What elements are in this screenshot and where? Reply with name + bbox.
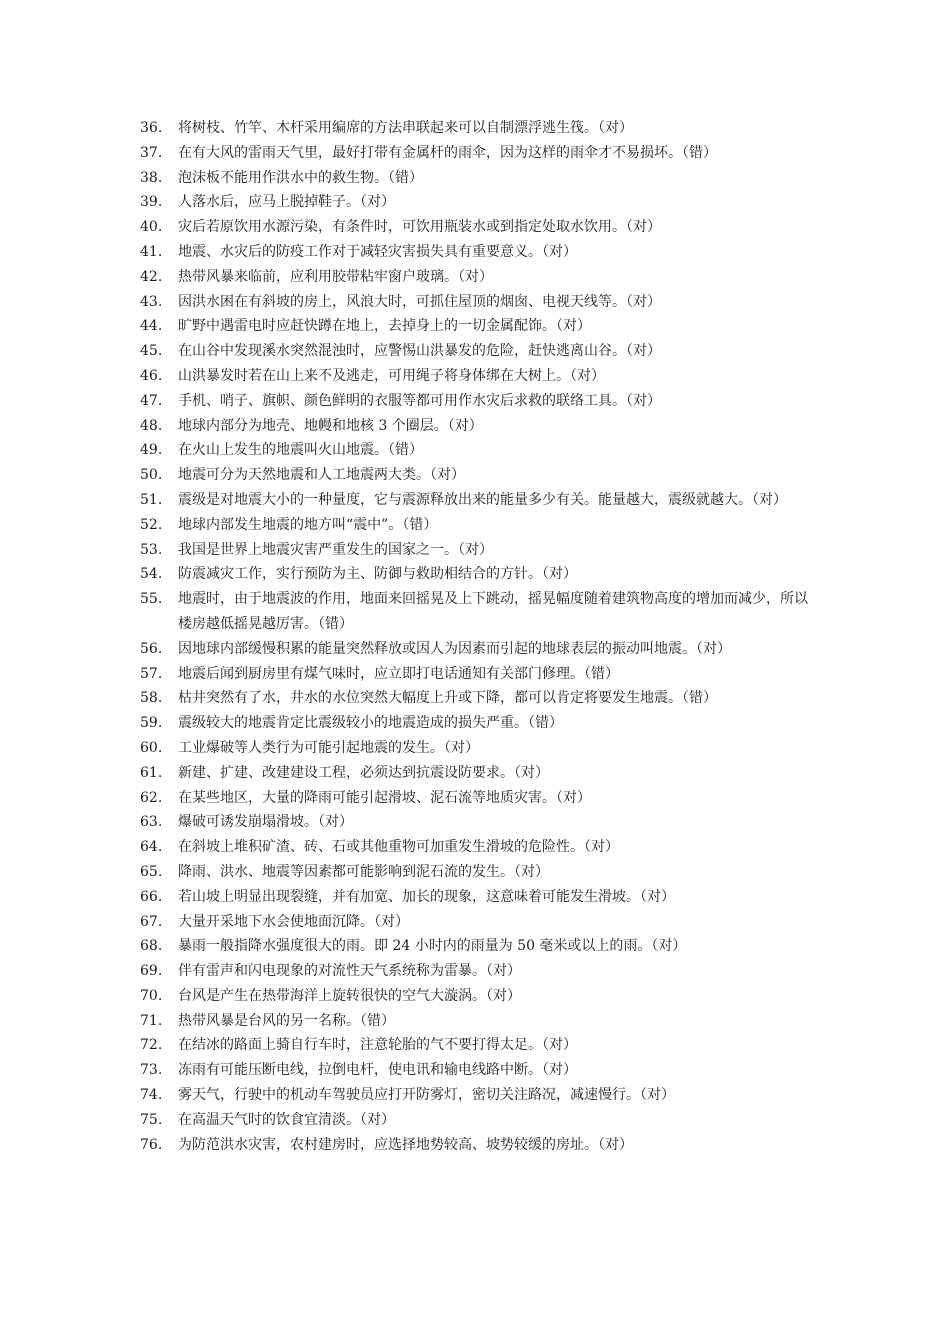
question-item	[140, 265, 820, 290]
question-text: 新建、扩建、改建建设工程，必须达到抗震设防要求。（对）	[178, 764, 549, 781]
question-item	[140, 885, 820, 910]
question-item	[140, 538, 820, 563]
question-number: 62.	[140, 789, 163, 806]
question-item	[140, 290, 820, 315]
question-number: 76.	[140, 1136, 163, 1153]
question-item	[140, 736, 820, 761]
question-text: 雾天气，行驶中的机动车驾驶员应打开防雾灯，密切关注路况，减速慢行。（对）	[178, 1087, 675, 1104]
question-item	[140, 1083, 820, 1108]
question-text: 降雨、洪水、地震等因素都可能影响到泥石流的发生。（对）	[178, 863, 549, 880]
question-number: 44.	[140, 318, 163, 335]
question-number: 64.	[140, 839, 163, 856]
question-text: 震级较大的地震肯定比震级较小的地震造成的损失严重。（错）	[178, 715, 563, 732]
question-number: 39.	[140, 194, 163, 211]
question-text: 在有大风的雷雨天气里，最好打带有金属杆的雨伞，因为这样的雨伞才不易损坏。（错）	[178, 144, 717, 161]
question-item	[140, 711, 820, 736]
question-item	[140, 513, 820, 538]
question-item	[140, 1009, 820, 1034]
question-number: 54.	[140, 566, 163, 583]
question-number: 65.	[140, 863, 163, 880]
question-item	[140, 1133, 820, 1158]
question-number: 75.	[140, 1111, 163, 1128]
question-item	[140, 910, 820, 935]
question-item	[140, 786, 820, 811]
true-false-question-list	[140, 116, 820, 1157]
question-number: 71.	[140, 1012, 163, 1029]
question-number: 60.	[140, 739, 163, 756]
question-item	[140, 984, 820, 1009]
question-text: 地震后闻到厨房里有煤气味时，应立即打电话通知有关部门修理。（错）	[178, 665, 619, 682]
question-item	[140, 314, 820, 339]
question-text: 山洪暴发时若在山上来不及逃走，可用绳子将身体绑在大树上。（对）	[178, 367, 605, 384]
question-item	[140, 438, 820, 463]
question-number: 61.	[140, 764, 163, 781]
question-number: 50.	[140, 467, 163, 484]
question-item	[140, 934, 820, 959]
question-number: 40.	[140, 219, 163, 236]
question-item	[140, 389, 820, 414]
question-number: 45.	[140, 343, 163, 360]
question-number: 58.	[140, 690, 163, 707]
question-text: 因洪水困在有斜坡的房上，风浪大时，可抓住屋顶的烟囱、电视天线等。（对）	[178, 293, 661, 310]
question-text: 在斜坡上堆积矿渣、砖、石或其他重物可加重发生滑坡的危险性。（对）	[178, 839, 619, 856]
question-item	[140, 662, 820, 687]
question-item	[140, 166, 820, 191]
question-item	[140, 141, 820, 166]
question-text: 在高温天气时的饮食宜清淡。（对）	[178, 1111, 395, 1128]
question-text: 地球内部分为地壳、地幔和地核 3 个圈层。（对）	[178, 417, 483, 434]
question-text: 在结冰的路面上骑自行车时，注意轮胎的气不要打得太足。（对）	[178, 1037, 577, 1054]
question-item	[140, 587, 820, 637]
question-number: 67.	[140, 913, 163, 930]
question-number: 46.	[140, 367, 163, 384]
question-number: 41.	[140, 243, 163, 260]
question-item	[140, 1108, 820, 1133]
question-text: 在火山上发生的地震叫火山地震。（错）	[178, 442, 423, 459]
question-item	[140, 860, 820, 885]
question-item	[140, 686, 820, 711]
question-number: 57.	[140, 665, 163, 682]
question-item	[140, 116, 820, 141]
question-text: 地震可分为天然地震和人工地震两大类。（对）	[178, 467, 465, 484]
question-text: 地震、水灾后的防疫工作对于减轻灾害损失具有重要意义。（对）	[178, 243, 577, 260]
question-text: 暴雨一般指降水强度很大的雨。即 24 小时内的雨量为 50 毫米或以上的雨。（对）	[178, 938, 687, 955]
question-text: 工业爆破等人类行为可能引起地震的发生。（对）	[178, 739, 479, 756]
question-item	[140, 1058, 820, 1083]
question-text: 震级是对地震大小的一种量度，它与震源释放出来的能量多少有关。能量越大，震级就越大。（对）	[178, 491, 787, 508]
question-number: 37.	[140, 144, 163, 161]
question-text: 人落水后，应马上脱掉鞋子。（对）	[178, 194, 395, 211]
question-text: 冻雨有可能压断电线，拉倒电杆，使电讯和输电线路中断。（对）	[178, 1062, 577, 1079]
question-item	[140, 463, 820, 488]
question-item	[140, 364, 820, 389]
question-text: 地球内部发生地震的地方叫“震中”。（错）	[178, 516, 438, 533]
question-text: 旷野中遇雷电时应赶快蹲在地上，去掉身上的一切金属配饰。（对）	[178, 318, 591, 335]
question-number: 56.	[140, 640, 163, 657]
question-item	[140, 339, 820, 364]
question-text: 伴有雷声和闪电现象的对流性天气系统称为雷暴。（对）	[178, 963, 521, 980]
question-item	[140, 810, 820, 835]
question-text: 因地球内部缓慢积累的能量突然释放或因人为因素而引起的地球表层的振动叫地震。（对）	[178, 640, 731, 657]
question-number: 51.	[140, 491, 163, 508]
question-number: 69.	[140, 963, 163, 980]
question-text: 热带风暴来临前，应利用胶带粘牢窗户玻璃。（对）	[178, 268, 493, 285]
question-number: 53.	[140, 541, 163, 558]
question-number: 70.	[140, 987, 163, 1004]
question-text: 枯井突然有了水，井水的水位突然大幅度上升或下降，都可以肯定将要发生地震。（错）	[178, 690, 717, 707]
question-text: 在某些地区，大量的降雨可能引起滑坡、泥石流等地质灾害。（对）	[178, 789, 591, 806]
question-number: 43.	[140, 293, 163, 310]
question-number: 63.	[140, 814, 163, 831]
question-item	[140, 1033, 820, 1058]
question-item	[140, 190, 820, 215]
question-number: 74.	[140, 1087, 163, 1104]
question-item	[140, 959, 820, 984]
question-text: 爆破可诱发崩塌滑坡。（对）	[178, 814, 353, 831]
question-text: 大量开采地下水会使地面沉降。（对）	[178, 913, 409, 930]
question-item	[140, 414, 820, 439]
question-number: 36.	[140, 120, 163, 136]
question-text: 热带风暴是台风的另一名称。（错）	[178, 1012, 395, 1029]
question-number: 72.	[140, 1037, 163, 1054]
question-number: 52.	[140, 516, 163, 533]
question-item	[140, 562, 820, 587]
question-number: 55.	[140, 591, 163, 608]
question-number: 47.	[140, 392, 163, 409]
question-item	[140, 215, 820, 240]
question-text: 我国是世界上地震灾害严重发生的国家之一。（对）	[178, 541, 493, 558]
question-text: 在山谷中发现溪水突然混浊时，应警惕山洪暴发的危险，赶快逃离山谷。（对）	[178, 343, 661, 360]
question-text: 泡沫板不能用作洪水中的救生物。（错）	[178, 169, 423, 186]
question-text: 将树枝、竹竿、木杆采用编席的方法串联起来可以自制漂浮逃生筏。（对）	[178, 120, 633, 136]
question-item	[140, 488, 820, 513]
question-text: 台风是产生在热带海洋上旋转很快的空气大漩涡。（对）	[178, 987, 521, 1004]
question-number: 49.	[140, 442, 163, 459]
question-number: 68.	[140, 938, 163, 955]
question-number: 73.	[140, 1062, 163, 1079]
question-number: 48.	[140, 417, 163, 434]
question-number: 38.	[140, 169, 163, 186]
question-text: 若山坡上明显出现裂缝，并有加宽、加长的现象，这意味着可能发生滑坡。（对）	[178, 888, 675, 905]
question-item	[140, 761, 820, 786]
question-number: 59.	[140, 715, 163, 732]
question-item	[140, 637, 820, 662]
question-text: 防震减灾工作，实行预防为主、防御与救助相结合的方针。（对）	[178, 566, 577, 583]
question-number: 42.	[140, 268, 163, 285]
question-number: 66.	[140, 888, 163, 905]
question-item	[140, 835, 820, 860]
question-text: 灾后若原饮用水源污染，有条件时，可饮用瓶装水或到指定处取水饮用。（对）	[178, 219, 661, 236]
question-text: 地震时，由于地震波的作用，地面来回摇晃及上下跳动，摇晃幅度随着建筑物高度的增加而减少，所以楼房越低摇晃越厉害。（错）	[178, 591, 808, 632]
question-item	[140, 240, 820, 265]
question-text: 手机、哨子、旗帜、颜色鲜明的衣服等都可用作水灾后求救的联络工具。（对）	[178, 392, 661, 409]
question-text: 为防范洪水灾害，农村建房时，应选择地势较高、坡势较缓的房址。（对）	[178, 1136, 633, 1153]
